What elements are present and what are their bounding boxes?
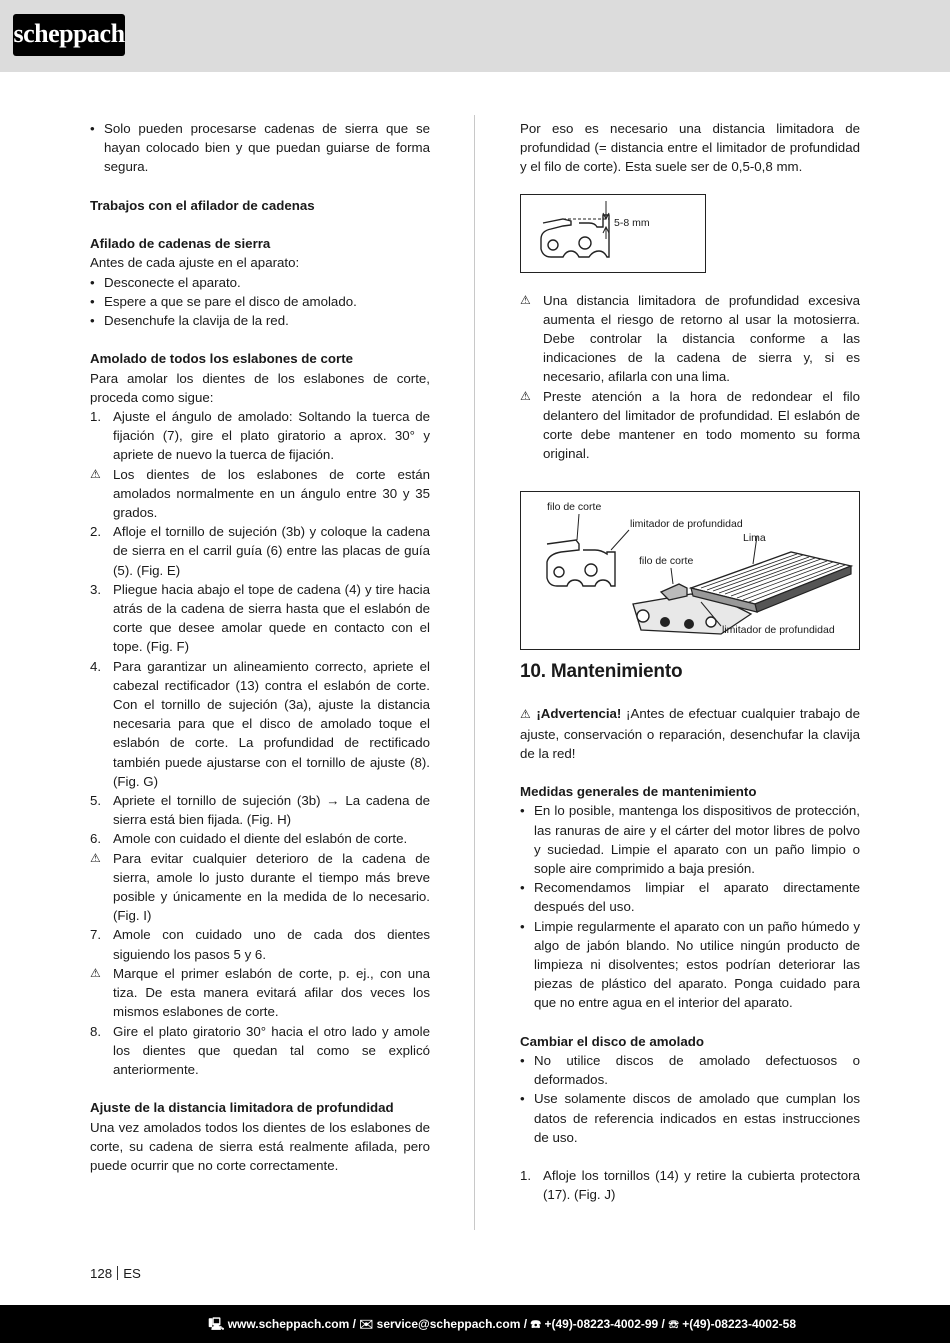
file-sharpening-figure xyxy=(520,491,860,650)
step-item: 6. Amole con cuidado el diente del eslabón de corte. xyxy=(90,831,408,847)
step-item: 7. Amole con cuidado uno de cada dos dientes siguiendo los pasos 5 y 6. xyxy=(90,927,430,962)
warning-item: ⚠ Marque el primer eslabón de corte, p. ej., con una tiza. De esta manera evitará afilar dos veces los mismos eslabones de corte. xyxy=(90,965,430,1020)
heading-general-maintenance: Medidas generales de mantenimiento xyxy=(520,784,757,800)
cutting-edge-label-2: filo de corte xyxy=(639,555,694,568)
step-item: 1. Ajuste el ángulo de amolado: Soltando la tuerca de fijación (7), gire el plato giratorio a aprox. 30° y apriete de nuevo la tuerca de fijación. xyxy=(90,409,430,463)
list-item: • En lo posible, mantenga los dispositivos de protección, las ranuras de aire y el cárter del motor libres de polvo y suciedad. Limpie el aparato con un paño limpio o sople aire comprimido a baja presión. xyxy=(520,803,860,877)
list-item: • Use solamente discos de amolado que cumplan los datos de referencia indicados en estas instrucciones de uso. xyxy=(520,1091,860,1145)
list-item: • Desenchufe la clavija de la red. xyxy=(90,313,289,328)
list-item: • Espere a que se pare el disco de amolado. xyxy=(90,293,357,309)
warning-item: ⚠ Una distancia limitadora de profundidad excesiva aumenta el riesgo de retorno al usar la motosierra. Debe controlar la distancia conforme a las indicaciones de la cadena de sierra y, si es necesario, afilarla con una lima. xyxy=(520,292,860,385)
list-item: • No utilice discos de amolado defectuosos o deformados. xyxy=(520,1053,860,1088)
depth-limiter-label: limitador de profundidad xyxy=(630,518,743,531)
heading-chain-sharpener-work: Trabajos con el afilador de cadenas xyxy=(90,197,315,213)
warning-item: ⚠ Preste atención a la hora de redondear el filo delantero del limitador de profundidad. El eslabón de corte debe mantener en todo momento su forma original. xyxy=(520,388,860,462)
heading-sharpening: Afilado de cadenas de sierra xyxy=(90,236,271,252)
step-item: 8. Gire el plato giratorio 30° hacia el otro lado y amole los dientes que quedan tal como se explicó anteriormente. xyxy=(90,1023,430,1077)
step-item: 5. Apriete el tornillo de sujeción (3b) → La cadena de sierra está bien fijada. (Fig. H) xyxy=(90,793,430,828)
step-item: 1. Afloje los tornillos (14) y retire la cubierta protectora (17). (Fig. J) xyxy=(520,1168,860,1203)
brand-logo: scheppach xyxy=(13,14,125,56)
list-item: • Desconecte el aparato. xyxy=(90,274,241,290)
depth-text: Una vez amolados todos los dientes de los eslabones de corte, su cadena de sierra está realmente afilada, pero puede ocurrir que no corte correctamente. xyxy=(90,1119,430,1173)
heading-change-disc: Cambiar el disco de amolado xyxy=(520,1033,704,1049)
warning-item: ⚠ Los dientes de los eslabones de corte están amolados normalmente en un ángulo entre 30 y 35 grados. xyxy=(90,466,430,521)
warning-icon: ⚠ xyxy=(90,965,101,980)
maintenance-warning: ⚠ ¡Advertencia! ¡Antes de efectuar cualquier trabajo de ajuste, conservación o reparación, desenchufar la clavija de la red! xyxy=(520,706,860,761)
right-column xyxy=(520,119,860,1205)
heading-depth-distance: Ajuste de la distancia limitadora de profundidad xyxy=(90,1100,394,1116)
column-divider xyxy=(474,115,475,1230)
list-item: • Recomendamos limpiar el aparato directamente después del uso. xyxy=(520,880,860,915)
depth-limiter-label-2: limitador de profundidad xyxy=(722,624,835,637)
depth-gauge-figure xyxy=(520,194,706,273)
list-item: • Limpie regularmente el aparato con un paño húmedo y algo de jabón blando. No utilice ningún producto de limpieza ni disolventes; estos podrían deteriorar las piezas de plástico del aparato. Ponga cuidado para que no entre agua en el interior del aparato. xyxy=(520,918,860,1011)
step-item: 2. Afloje el tornillo de sujeción (3b) y coloque la cadena de sierra en el carril guía (6) entre las placas de guía (5). (Fig. E) xyxy=(90,524,430,578)
heading-all-links: Amolado de todos los eslabones de corte xyxy=(90,351,354,367)
contact-info: www.scheppach.com / ✉ service@scheppach.com / ☎ +(49)-08223-4002-99 / ☏ +(49)-08223-4002-58 xyxy=(227,1317,796,1331)
step-item: 4. Para garantizar un alineamiento correcto, apriete el cabezal rectificador (13) contra el eslabón de corte. Con el tornillo de sujeción (3a), ajuste la distancia necesaria para que el disco de amolado toque el eslabón de corte. La profundidad de rectificado también puede ajustarse con el tornillo de ajuste (8). (Fig. G) xyxy=(90,658,430,789)
cutting-edge-label: filo de corte xyxy=(547,501,602,514)
warning-icon: ⚠ xyxy=(520,707,532,722)
warning-icon: ⚠ xyxy=(90,850,101,865)
step-item: 3. Pliegue hacia abajo el tope de cadena (4) y tire hacia atrás de la cadena de sierra hasta que el eslabón de corte que desee amolar quede en contacto con el tope. (Fig. F) xyxy=(90,581,430,655)
all-links-intro: Para amolar los dientes de los eslabones de corte, proceda como sigue: xyxy=(90,370,430,405)
warning-icon: ⚠ xyxy=(90,466,101,481)
section-title-maintenance: 10. Mantenimiento xyxy=(520,661,683,683)
depth-text-continued: Por eso es necesario una distancia limitadora de profundidad (= distancia entre el limitador de profundidad y el filo de corte). Esta suele ser de 0,5-0,8 mm. xyxy=(520,121,860,175)
before-adjust-text: Antes de cada ajuste en el aparato: xyxy=(90,255,300,271)
footer-contact-bar xyxy=(0,1305,950,1343)
chain-link-illustration xyxy=(521,195,704,271)
left-column xyxy=(90,119,430,1175)
page-number: 128 ES xyxy=(90,1266,141,1281)
page-header xyxy=(0,0,950,72)
intro-bullet: • Solo pueden procesarse cadenas de sierra que se hayan colocado bien y que puedan guiarse de forma segura. xyxy=(90,121,430,175)
warning-item: ⚠ Para evitar cualquier deterioro de la cadena de sierra, amole lo justo durante el tiempo más breve posible y únicamente en la medida de lo necesario. (Fig. I) xyxy=(90,850,430,924)
computer-icon: 🖳 xyxy=(208,1317,228,1331)
file-label: Lima xyxy=(743,532,766,545)
warning-icon: ⚠ xyxy=(520,388,531,403)
warning-icon: ⚠ xyxy=(520,292,531,307)
depth-measure-label: 5-8 mm xyxy=(614,216,650,229)
